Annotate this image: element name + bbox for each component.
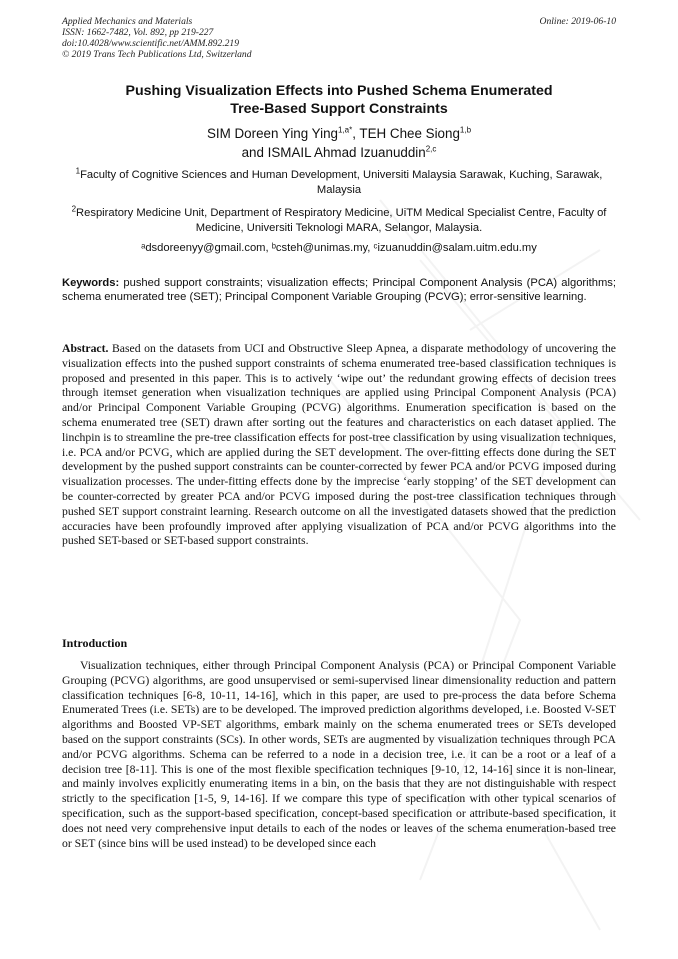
affiliation-2-text: Respiratory Medicine Unit, Department of Respiratory Medicine, UiTM Medical Specialist Centre, Faculty of Medicine, Universiti Teknologi MARA, Selangor, Malaysia. xyxy=(76,207,607,234)
author-3-sup: 2,c xyxy=(425,144,437,154)
author-2-sup: 1,b xyxy=(459,125,472,135)
keywords-label: Keywords: xyxy=(62,277,120,289)
title-line-1: Pushing Visualization Effects into Pushed Schema Enumerated xyxy=(125,83,553,99)
affiliation-1-text: Faculty of Cognitive Sciences and Human Development, Universiti Malaysia Sarawak, Kuching, Sarawak, Malaysia xyxy=(80,169,603,196)
introduction-text: Visualization techniques, either through Principal Component Analysis (PCA) or Principal Component Variable Grouping (PCVG) algorithms, are good unsupervised or semi-supervised linear dimensionality reduction and pattern classification techniques [6-8, 10-11, 14-16], which in this paper, are used to pre-process the data before Schema Enumerated Trees (i.e. SETs) are to be developed. The improved prediction algorithms developed, i.e. Boosted V-SET algorithms and Boosted VP-SET algorithms, embark mainly on the schema enumerated trees or SETs developed based on the support constraints (SCs). In other words, SETs are augmented by visualization techniques through PCA and/or PCVG algorithms. Schema can be referred to a node in a decision tree, i.e. it can be a root or a leaf of a decision tree [8-11]. This is one of the most flexible specification techniques [9-10, 12, 14-16] since it is non-linear, and mainly involves explicitly enumerating items in a bin, on the basis that they are not distinguishable with respect strictly to the specification [1-5, 9, 14-16]. If we compare this type of specification with other typical scenarios of specification, such as the support-based specification, concept-based specification or attribute-based specification, it does not need very comprehensive input details to each of the nodes or leaves of the schema enumeration-based tree or SET (since bins will be used instead) to be developed since each xyxy=(62,659,616,850)
online-date: Online: 2019-06-10 xyxy=(539,16,616,27)
author-emails: ᵃdsdoreenyy@gmail.com, ᵇcsteh@unimas.my, ᶜizuanuddin@salam.uitm.edu.my xyxy=(141,242,537,254)
paper-title xyxy=(62,82,616,118)
abstract-label: Abstract. xyxy=(62,342,109,355)
keywords xyxy=(62,276,616,304)
abstract xyxy=(62,342,616,549)
introduction-heading: Introduction xyxy=(62,636,128,650)
author-1-sup: 1,a* xyxy=(337,125,353,135)
copyright-line: © 2019 Trans Tech Publications Ltd, Switzerland xyxy=(62,49,252,60)
author-list xyxy=(62,124,616,162)
title-line-2: Tree-Based Support Constraints xyxy=(230,101,448,117)
affiliation-1 xyxy=(62,168,616,198)
doi-line[interactable]: doi:10.4028/www.scientific.net/AMM.892.219 xyxy=(62,38,240,49)
journal-header xyxy=(62,16,616,60)
affiliation-1-sup: 1 xyxy=(75,166,81,176)
abstract-text: Based on the datasets from UCI and Obstructive Sleep Apnea, a disparate methodology of uncovering the visualization effects into the pushed support constraints of schema enumerated tree-based classification techniques is proposed and presented in this paper. This is to actively ‘wipe out’ the redundant growing effects of decision trees through itemset generation when visualization techniques are applied using Principal Component Analysis (PCA) and/or Principal Component Variable Grouping (PCVG) algorithms. Enumeration specification is based on the schema enumerated tree (SET) drawn after sorting out the features and characteristics on each dataset applied. The linchpin is to streamline the pre-tree classification effects for post-tree classification by using visualization techniques, i.e. PCA and/or PCVG, which are applied during the SET development. The over-fitting effects done during the SET development by the pushed support constraints can be counter-corrected by fewer PCA and/or PCVG imposed during visualization processes. The under-fitting effects done by the imprecise ‘early stopping’ of the SET development can be counter-corrected by greater PCA and/or PCVG imposed during the post-tree classification techniques through pushed SET support constraint learning. Research outcome on all the investigated datasets showed that the prediction accuracies have been profoundly improved after applying visualization of PCA and/or PCVG algorithms into the pushed SET-based or SET-based support constraints. xyxy=(62,342,616,548)
affiliation-2-sup: 2 xyxy=(71,204,77,214)
author-3: and ISMAIL Ahmad Izuanuddin xyxy=(241,145,426,160)
author-2: , TEH Chee Siong xyxy=(352,126,460,141)
author-1: SIM Doreen Ying Ying xyxy=(206,126,338,141)
issn-line: ISSN: 1662-7482, Vol. 892, pp 219-227 xyxy=(62,27,214,38)
journal-name: Applied Mechanics and Materials xyxy=(62,16,193,27)
keywords-text: pushed support constraints; visualization effects; Principal Component Analysis (PCA) algorithms; schema enumerated tree (SET); Principal Component Variable Grouping (PCVG); error-sensitive learning. xyxy=(62,277,616,303)
affiliation-2 xyxy=(62,206,616,236)
